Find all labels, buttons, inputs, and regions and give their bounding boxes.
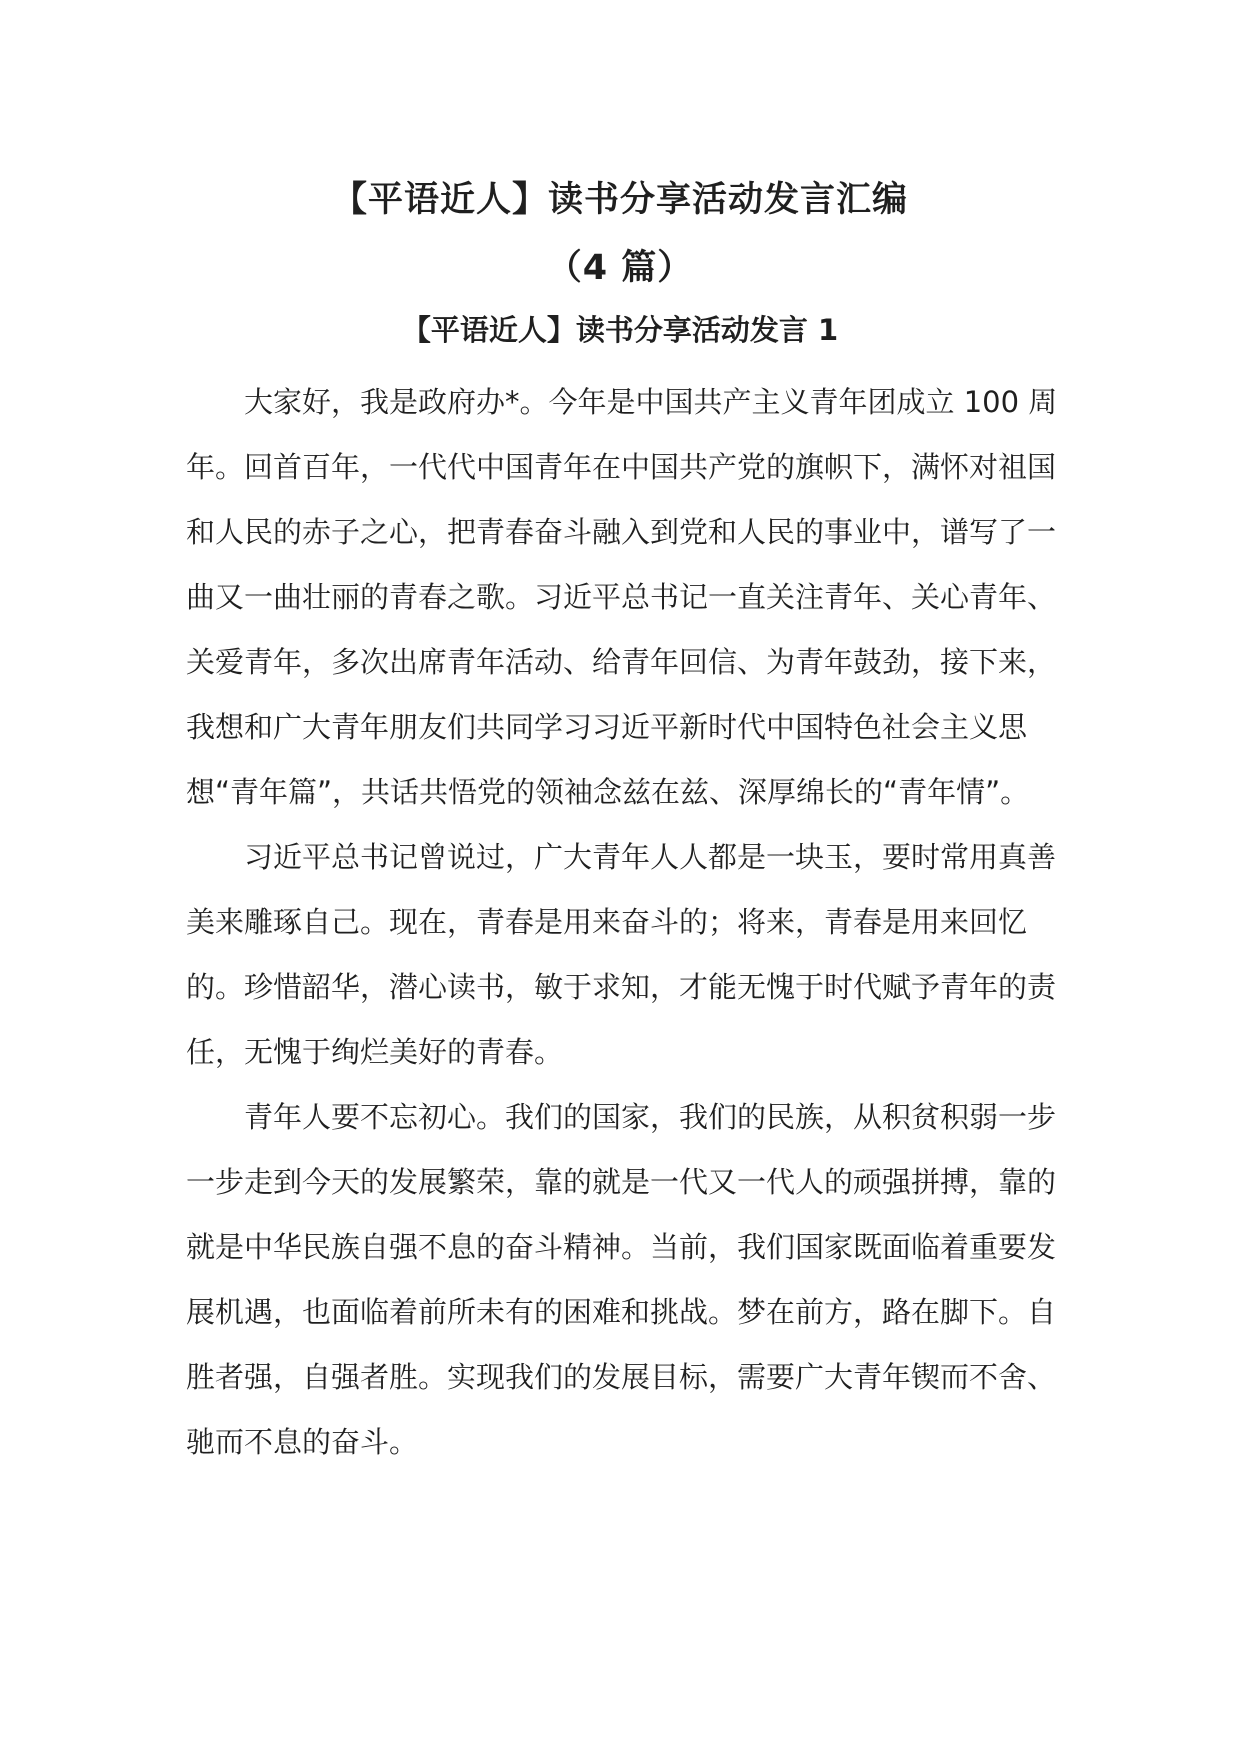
paragraph: 青年人要不忘初心。我们的国家，我们的民族，从积贫积弱一步一步走到今天的发展繁荣，靠的就是一代又一代人的顽强拼搏，靠的就是中华民族自强不息的奋斗精神。当前，我们国家既面临着重要发展机遇，也面临着前所未有的困难和挑战。梦在前方，路在脚下。自胜者强，自强者胜。实现我们的发展目标，需要广大青年锲而不舍、驰而不息的奋斗。 [186, 1100, 1057, 1459]
document-body [186, 370, 1066, 1475]
document-title-count: （4 篇） [546, 248, 694, 288]
paragraph: 大家好，我是政府办*。今年是中国共产主义青年团成立 100 周年。回首百年，一代代中国青年在中国共产党的旗帜下，满怀对祖国和人民的赤子之心，把青春奋斗融入到党和人民的事业中，谱写了一曲又一曲壮丽的青春之歌。习近平总书记一直关注青年、关心青年、关爱青年，多次出席青年活动、给青年回信、为青年鼓劲，接下来，我想和广大青年朋友们共同学习习近平新时代中国特色社会主义思想“青年篇”，共话共悟党的领袖念兹在兹、深厚绵长的“青年情”。 [186, 385, 1058, 809]
document-title: 【平语近人】读书分享活动发言汇编 [331, 180, 908, 220]
section-heading: 【平语近人】读书分享活动发言 1 [401, 313, 839, 347]
paragraph: 习近平总书记曾说过，广大青年人人都是一块玉，要时常用真善美来雕琢自己。现在，青春是用来奋斗的；将来，青春是用来回忆的。珍惜韶华，潜心读书，敏于求知，才能无愧于时代赋予青年的责任，无愧于绚烂美好的青春。 [186, 840, 1057, 1069]
